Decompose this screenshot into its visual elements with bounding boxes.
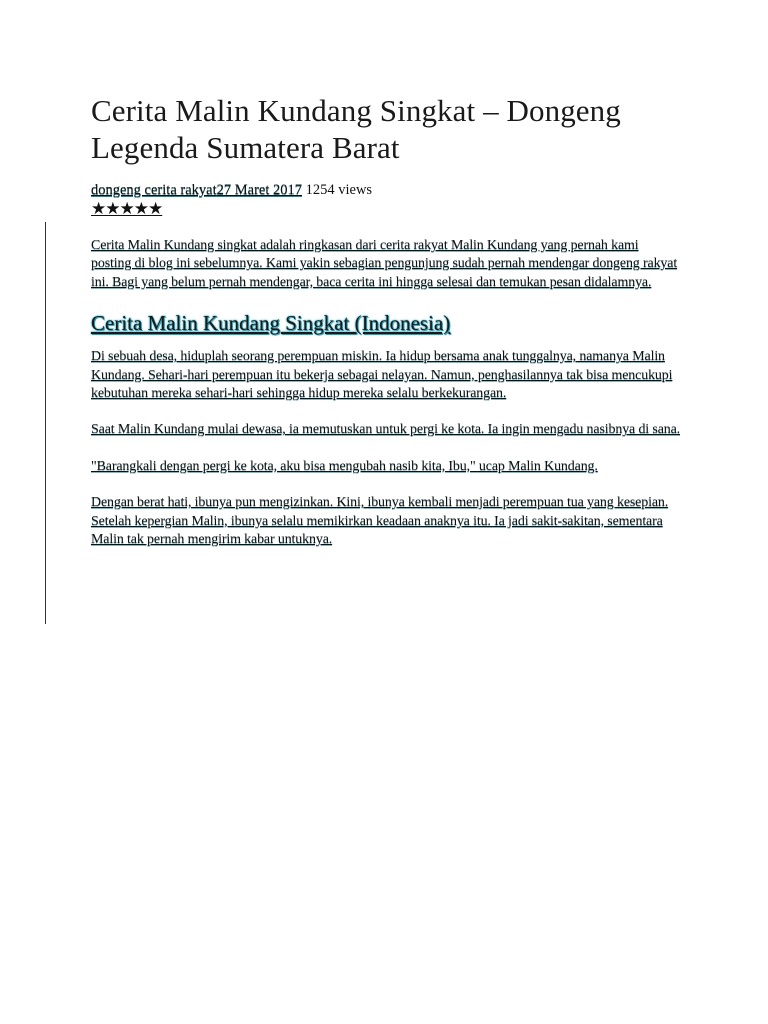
story-paragraph-4: Dengan berat hati, ibunya pun mengizinkan. Kini, ibunya kembali menjadi perempuan tua yang kesepian. Setelah kepergian Malin, ibunya selalu memikirkan keadaan anaknya itu. Ia jadi sakit-sakitan, sementara Malin tak pernah mengirim kabar untuknya.: [91, 495, 669, 548]
view-count: 1254 views: [301, 182, 373, 198]
intro-paragraph: Cerita Malin Kundang singkat adalah ringkasan dari cerita rakyat Malin Kundang yang pernah kami posting di blog ini sebelumnya. Kami yakin sebagian pengunjung sudah pernah mendengar dongeng rakyat ini. Bagi yang belum pernah mendengar, baca cerita ini hingga selesai dan temukan pesan didalamnya.: [91, 238, 678, 290]
left-margin-rule: [45, 222, 46, 624]
star-rating[interactable]: ★★★★★: [91, 199, 163, 218]
article-title: Cerita Malin Kundang Singkat – Dongeng Legenda Sumatera Barat: [91, 93, 621, 165]
date-link[interactable]: 27 Maret 2017: [216, 182, 302, 198]
article-meta: [91, 182, 681, 199]
story-paragraph-3: "Barangkali dengan pergi ke kota, aku bisa mengubah nasib kita, Ibu," ucap Malin Kundang.: [91, 458, 598, 474]
story-paragraph-2: Saat Malin Kundang mulai dewasa, ia memutuskan untuk pergi ke kota. Ia ingin mengadu nasibnya di sana.: [91, 422, 681, 438]
story-paragraph-1: Di sebuah desa, hiduplah seorang perempuan miskin. Ia hidup bersama anak tunggalnya, namanya Malin Kundang. Sehari-hari perempuan itu bekerja sebagai nelayan. Namun, penghasilannya tak bisa mencukupi kebutuhan mereka sehari-hari sehingga hidup mereka selalu berkekurangan.: [91, 349, 673, 402]
category-link[interactable]: dongeng cerita rakyat: [91, 182, 217, 198]
article: [91, 92, 681, 549]
section-heading[interactable]: Cerita Malin Kundang Singkat (Indonesia): [91, 311, 451, 336]
